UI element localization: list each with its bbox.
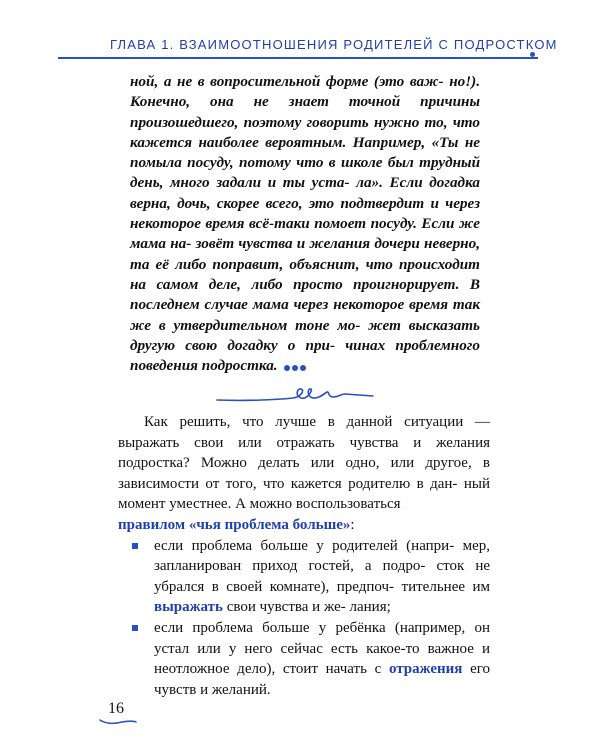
item-line: мер, запланирован приход гостей, а подро-: [154, 537, 490, 575]
highlight-term: отражения: [388, 661, 463, 678]
item-tail: лания;: [349, 599, 391, 616]
italic-example-block: [130, 72, 480, 377]
section-separator-icon: [215, 384, 375, 408]
italic-line: на самом деле, либо просто проигнорирует.: [130, 275, 460, 293]
running-header: [58, 30, 558, 62]
square-bullet-icon: [132, 543, 138, 549]
main-line: Как решить, что лучше в данной ситуации —: [144, 414, 490, 430]
item-line: если проблема больше у ребёнка (например,: [154, 619, 466, 636]
highlight-term: выражать: [154, 599, 223, 616]
main-text: [118, 412, 490, 700]
italic-paragraph: [130, 72, 480, 377]
italic-line: что кажется наиболее вероятным. Например,: [130, 113, 481, 151]
rule-list: [118, 536, 490, 701]
ellipsis-dots-icon: [284, 357, 308, 377]
main-line: подростка? Можно делать или одно, или другое, в: [118, 455, 490, 472]
page-number-swirl-icon: [98, 712, 138, 726]
item-text-after: свои чувства и же-: [222, 599, 346, 616]
item-line: если проблема больше у родителей (напри-: [154, 537, 455, 554]
list-item: [118, 536, 490, 618]
italic-line: произошедшего, поэтому говорить нужно то,: [130, 113, 448, 131]
italic-line: её либо поправит, объяснит, что происходит: [155, 255, 480, 273]
item-line: сток не убрался в своей комнате), предпоч-: [154, 558, 491, 595]
main-line: выражать свои или отражать чувства и желания: [118, 434, 490, 451]
header-rule-dot: [530, 52, 535, 57]
header-rule: [58, 57, 538, 59]
main-line: зависимости от того, что кажется родителю в дан-: [118, 475, 458, 492]
chapter-title: ГЛАВА 1. ВЗАИМООТНОШЕНИЯ РОДИТЕЛЕЙ С ПОДРОСТКОМ: [110, 37, 558, 52]
italic-line: ла». Если догадка верна, дочь, скорее всего,: [130, 174, 480, 212]
item-line: важное и неотложное дело), стоит начать с: [154, 640, 490, 678]
rule-colon: :: [350, 516, 355, 533]
italic-line: ной, а не в вопросительной форме (это важ-: [130, 73, 444, 90]
main-line: ный момент уместнее. А можно воспользоваться: [118, 475, 490, 513]
item-text-after: его чувств и желаний.: [154, 661, 490, 698]
italic-line: В последнем случае мама через некоторое: [130, 275, 480, 314]
italic-line: жет высказать другую свою догадку о при-: [130, 316, 480, 354]
item-text-before: тительнее им: [401, 578, 491, 595]
italic-line: зовёт чувства и желания дочери неверно, та: [130, 235, 480, 273]
page-number: 16: [108, 700, 124, 717]
list-item: [118, 618, 490, 700]
italic-line: время так же в утвердительном тоне мо-: [130, 296, 481, 334]
italic-line: это подтвердит и через некоторое время: [130, 194, 480, 233]
italic-line: всё-таки помоет посуду. Если же мама на-: [130, 215, 481, 253]
rule-term: правилом «чья проблема больше»: [118, 516, 351, 533]
rule-line: [118, 515, 490, 536]
italic-line: «Ты не помыла посуду, потому что в школе: [130, 133, 480, 172]
item-line: он устал или у него сейчас есть какое-то: [154, 619, 490, 657]
italic-line: был трудный день, много задали и ты уста-: [130, 154, 481, 192]
italic-line: чинах проблемного поведения подростка.: [130, 336, 480, 375]
main-paragraph: [118, 412, 490, 515]
italic-line: но!). Конечно, она не знает точной причины: [130, 73, 480, 111]
square-bullet-icon: [132, 625, 138, 631]
